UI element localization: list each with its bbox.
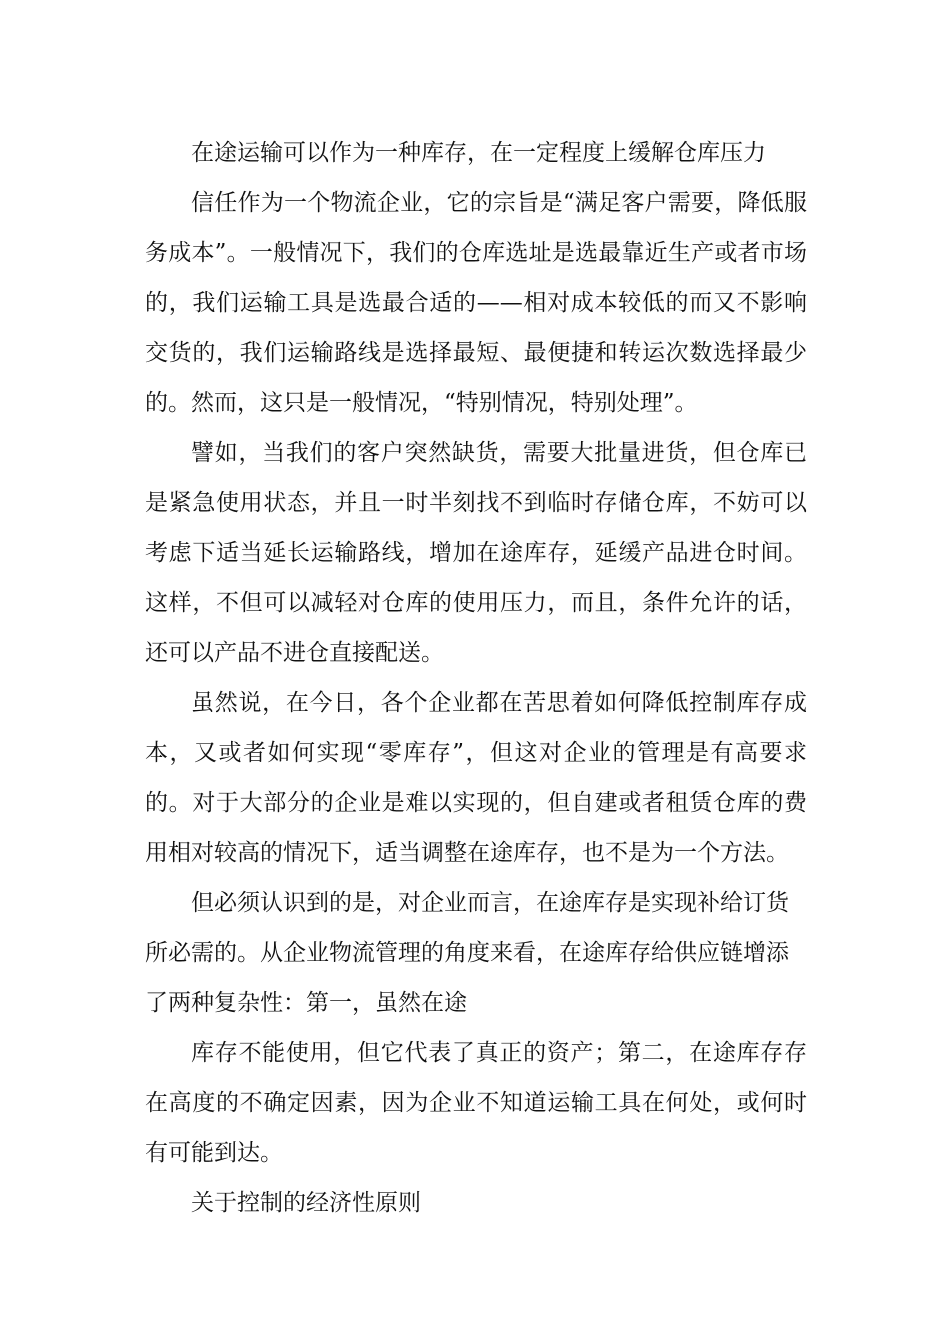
paragraph-complexity: 但必须认识到的是，对企业而言，在途库存是实现补给订货所必需的。从企业物流管理的角度来看，在途库存给供应链增添了两种复杂性：第一，虽然在途	[145, 890, 789, 1016]
heading-economy-principle: 关于控制的经济性原则	[191, 1190, 421, 1216]
document-body	[145, 128, 807, 1228]
paragraph-logistics-principles: 信任作为一个物流企业，它的宗旨是“满足客户需要，降低服务成本”。一般情况下，我们的仓库选址是选最靠近生产或者市场的，我们运输工具是选最合适的——相对成本较低的而又不影响交货的，我们运输路线是选择最短、最便捷和转运次数选择最少的。然而，这只是一般情况，“特别情况，特别处理”。	[145, 190, 807, 416]
paragraph-example-shortage: 譬如，当我们的客户突然缺货，需要大批量进货，但仓库已是紧急使用状态，并且一时半刻找不到临时存储仓库，不妨可以考虑下适当延长运输路线，增加在途库存，延缓产品进仓时间。这样，不但可以减轻对仓库的使用压力，而且，条件允许的话，还可以产品不进仓直接配送。	[145, 440, 807, 666]
paragraph-zero-inventory: 虽然说，在今日，各个企业都在苦思着如何降低控制库存成本，又或者如何实现“零库存”，但这对企业的管理是有高要求的。对于大部分的企业是难以实现的，但自建或者租赁仓库的费用相对较高的情况下，适当调整在途库存，也不是为一个方法。	[145, 690, 807, 866]
paragraph-asset-uncertainty: 库存不能使用，但它代表了真正的资产；第二，在途库存存在高度的不确定因素，因为企业不知道运输工具在何处，或何时有可能到达。	[145, 1040, 807, 1166]
heading-in-transit-inventory: 在途运输可以作为一种库存，在一定程度上缓解仓库压力	[191, 140, 766, 166]
